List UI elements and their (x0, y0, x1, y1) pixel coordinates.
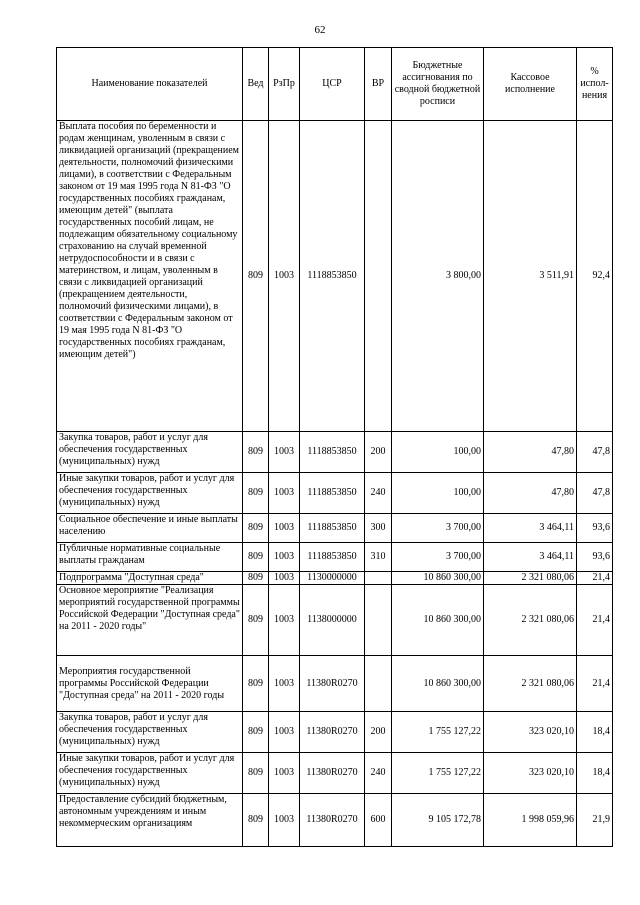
col-header-budget: Бюджетные ассигнования по сводной бюджетной росписи (392, 48, 484, 121)
row-budget: 100,00 (392, 432, 484, 473)
table-header-row (57, 48, 613, 121)
row-name: Закупка товаров, работ и услуг для обеспечения государственных (муниципальных) нужд (57, 712, 243, 753)
row-budget: 10 860 300,00 (392, 656, 484, 712)
row-name: Подпрограмма "Доступная среда" (57, 572, 243, 585)
row-name: Закупка товаров, работ и услуг для обеспечения государственных (муниципальных) нужд (57, 432, 243, 473)
table-row (57, 121, 613, 432)
col-header-name: Наименование показателей (57, 48, 243, 121)
row-cash: 47,80 (484, 432, 577, 473)
row-budget: 100,00 (392, 473, 484, 514)
row-vr: 300 (365, 514, 392, 543)
row-name: Предоставление субсидий бюджетным, автономным учреждениям и иным некоммерческим организациям (57, 794, 243, 847)
row-rzpr: 1003 (269, 712, 300, 753)
row-cash: 2 321 080,06 (484, 656, 577, 712)
table-row (57, 656, 613, 712)
row-pct: 47,8 (577, 432, 613, 473)
budget-table (56, 47, 613, 847)
row-ved: 809 (243, 121, 269, 432)
row-cash: 323 020,10 (484, 753, 577, 794)
row-pct: 93,6 (577, 543, 613, 572)
table-row (57, 432, 613, 473)
row-csr: 1118853850 (300, 473, 365, 514)
table-row (57, 543, 613, 572)
row-rzpr: 1003 (269, 753, 300, 794)
row-ved: 809 (243, 572, 269, 585)
row-ved: 809 (243, 543, 269, 572)
col-header-rzpr: РзПр (269, 48, 300, 121)
row-cash: 323 020,10 (484, 712, 577, 753)
row-budget: 1 755 127,22 (392, 753, 484, 794)
row-pct: 92,4 (577, 121, 613, 432)
row-pct: 21,9 (577, 794, 613, 847)
page-number: 62 (314, 24, 326, 36)
row-pct: 21,4 (577, 572, 613, 585)
row-budget: 9 105 172,78 (392, 794, 484, 847)
row-cash: 3 464,11 (484, 514, 577, 543)
row-ved: 809 (243, 585, 269, 656)
row-csr: 1130000000 (300, 572, 365, 585)
row-vr: 240 (365, 473, 392, 514)
table-row (57, 753, 613, 794)
row-ved: 809 (243, 432, 269, 473)
table-row (57, 585, 613, 656)
row-cash: 2 321 080,06 (484, 585, 577, 656)
row-csr: 1118853850 (300, 121, 365, 432)
row-pct: 18,4 (577, 753, 613, 794)
row-budget: 3 700,00 (392, 514, 484, 543)
row-ved: 809 (243, 712, 269, 753)
row-ved: 809 (243, 753, 269, 794)
row-vr: 310 (365, 543, 392, 572)
row-rzpr: 1003 (269, 794, 300, 847)
row-budget: 1 755 127,22 (392, 712, 484, 753)
row-pct: 18,4 (577, 712, 613, 753)
row-cash: 3 511,91 (484, 121, 577, 432)
col-header-vr: ВР (365, 48, 392, 121)
row-name: Основное мероприятие "Реализация мероприятий государственной программы Российской Федерации "Доступная среда" на 2011 - 2020 годы" (57, 585, 243, 656)
row-csr: 1118853850 (300, 432, 365, 473)
row-budget: 10 860 300,00 (392, 585, 484, 656)
row-vr (365, 656, 392, 712)
col-header-ved: Вед (243, 48, 269, 121)
row-rzpr: 1003 (269, 585, 300, 656)
row-cash: 47,80 (484, 473, 577, 514)
row-name: Иные закупки товаров, работ и услуг для обеспечения государственных (муниципальных) нужд (57, 473, 243, 514)
row-vr: 240 (365, 753, 392, 794)
row-rzpr: 1003 (269, 121, 300, 432)
row-pct: 93,6 (577, 514, 613, 543)
row-csr: 1118853850 (300, 514, 365, 543)
table-row (57, 473, 613, 514)
row-budget: 10 860 300,00 (392, 572, 484, 585)
row-pct: 47,8 (577, 473, 613, 514)
row-csr: 11380R0270 (300, 753, 365, 794)
row-csr: 11380R0270 (300, 656, 365, 712)
row-ved: 809 (243, 656, 269, 712)
col-header-cash: Кассовое исполнение (484, 48, 577, 121)
row-vr: 200 (365, 712, 392, 753)
table-row (57, 514, 613, 543)
row-rzpr: 1003 (269, 432, 300, 473)
row-vr (365, 572, 392, 585)
row-cash: 3 464,11 (484, 543, 577, 572)
row-rzpr: 1003 (269, 473, 300, 514)
table-row (57, 794, 613, 847)
col-header-csr: ЦСР (300, 48, 365, 121)
row-cash: 2 321 080,06 (484, 572, 577, 585)
row-csr: 11380R0270 (300, 712, 365, 753)
row-rzpr: 1003 (269, 514, 300, 543)
row-csr: 1118853850 (300, 543, 365, 572)
row-pct: 21,4 (577, 585, 613, 656)
row-ved: 809 (243, 514, 269, 543)
row-pct: 21,4 (577, 656, 613, 712)
table-row (57, 572, 613, 585)
row-vr: 600 (365, 794, 392, 847)
row-name: Социальное обеспечение и иные выплаты населению (57, 514, 243, 543)
row-name: Публичные нормативные социальные выплаты гражданам (57, 543, 243, 572)
row-ved: 809 (243, 794, 269, 847)
row-vr: 200 (365, 432, 392, 473)
table-row (57, 712, 613, 753)
row-name: Мероприятия государственной программы Российской Федерации "Доступная среда" на 2011 - 2020 годы (57, 656, 243, 712)
row-budget: 3 700,00 (392, 543, 484, 572)
row-csr: 1138000000 (300, 585, 365, 656)
row-name: Иные закупки товаров, работ и услуг для обеспечения государственных (муниципальных) нужд (57, 753, 243, 794)
row-csr: 11380R0270 (300, 794, 365, 847)
row-rzpr: 1003 (269, 572, 300, 585)
row-cash: 1 998 059,96 (484, 794, 577, 847)
row-name: Выплата пособия по беременности и родам женщинам, уволенным в связи с ликвидацией организаций (прекращением деятельности, полномочий физическими лицами), в соответствии с Федеральным законом от 19 мая 1995 года N 81-ФЗ "О государственных пособиях гражданам, имеющим детей" (выплата государственных пособий лицам, не подлежащим обязательному социальному страхованию на случай временной нетрудоспособности и в связи с материнством, и лицам, уволенным в связи с ликвидацией организаций (прекращением деятельности, полномочий физическими лицами), в соответствии с Федеральным законом от 19 мая 1995 года N 81-ФЗ "О государственных пособиях гражданам, имеющим детей") (57, 121, 243, 432)
row-rzpr: 1003 (269, 543, 300, 572)
row-rzpr: 1003 (269, 656, 300, 712)
row-vr (365, 585, 392, 656)
row-vr (365, 121, 392, 432)
col-header-pct: % испол-нения (577, 48, 613, 121)
row-budget: 3 800,00 (392, 121, 484, 432)
row-ved: 809 (243, 473, 269, 514)
